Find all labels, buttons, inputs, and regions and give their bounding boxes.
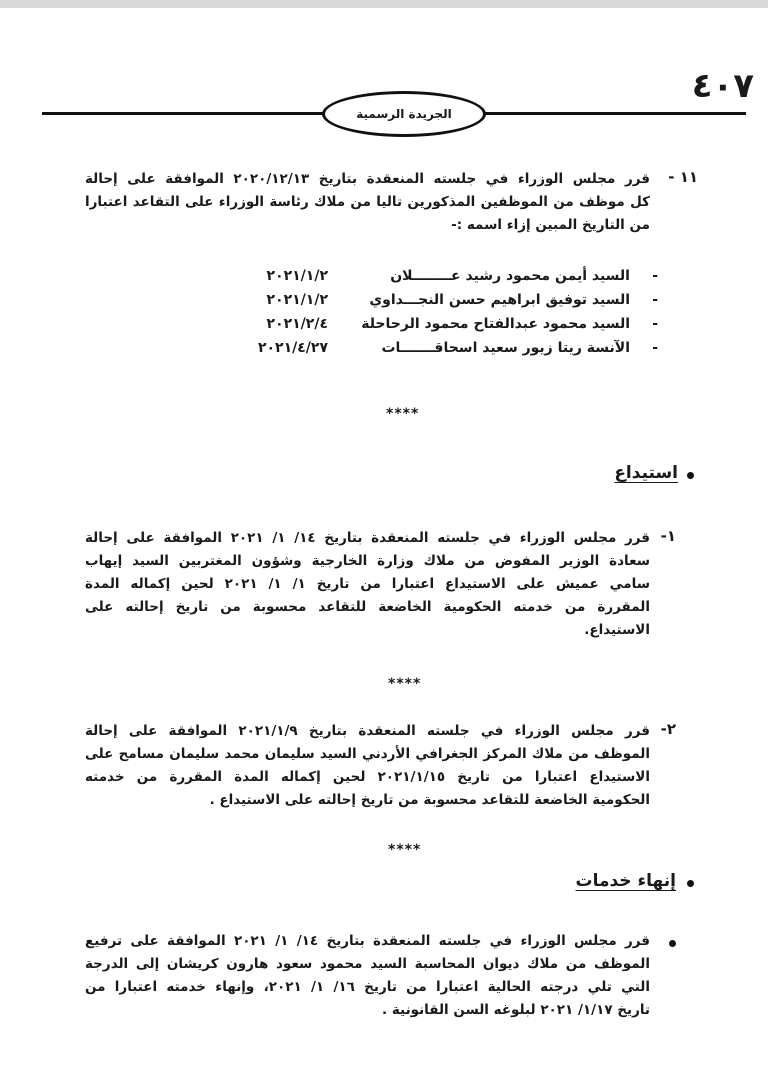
- person-row: [208, 292, 658, 314]
- item-2-line: قرر مجلس الوزراء في جلسته المنعقدة بتاريخ ٢٠٢١/١/٩ الموافقة على إحالة: [85, 723, 650, 739]
- item-1-text: [85, 527, 650, 642]
- person-name: السيد أيمن محمود رشيد عــــــــلان: [390, 268, 630, 284]
- section-heading-inhaa: إنهاء خدمات: [575, 871, 676, 891]
- item-1-line: سعادة الوزير المفوض من ملاك وزارة الخارجية وشؤون المغتربين السيد إيهاب: [85, 553, 650, 569]
- item-1-line: سامي عميش على الاستيداع اعتبارا من تاريخ ١/ ١/ ٢٠٢١ لحين إكماله المدة: [85, 576, 651, 592]
- person-date: ٢٠٢١/٤/٢٧: [257, 340, 328, 356]
- heading-bullet: [687, 880, 694, 887]
- gazette-title-oval: [322, 91, 486, 137]
- person-date: ٢٠٢١/١/٢: [266, 292, 328, 308]
- item-1-line: قرر مجلس الوزراء في جلسته المنعقدة بتاريخ ١٤/ ١/ ٢٠٢١ الموافقة على إحالة: [85, 530, 650, 546]
- item-2-text: [85, 720, 650, 812]
- person-name: الآنسة ريتا زيور سعيد اسحاقـــــــات: [381, 340, 630, 356]
- separator: ****: [386, 406, 420, 422]
- section-heading-istidaa: استيداع: [614, 463, 678, 483]
- list-dash: -: [652, 340, 658, 356]
- person-name: السيد توفيق ابراهيم حسن النجـــداوي: [369, 292, 630, 308]
- separator: ****: [388, 676, 422, 692]
- item-11-line: كل موظف من الموظفين المذكورين تاليا من ملاك رئاسة الوزراء على التقاعد اعتبارا: [85, 194, 650, 210]
- termination-line: قرر مجلس الوزراء في جلسته المنعقدة بتاريخ ١٤/ ١/ ٢٠٢١ الموافقة على ترفيع: [85, 933, 650, 949]
- page-number: ٤٠٧: [691, 66, 754, 106]
- gazette-title: الجريدة الرسمية: [356, 107, 452, 121]
- item-1-line: الاستيداع.: [584, 622, 650, 638]
- person-row: [208, 268, 658, 290]
- heading-bullet: [687, 472, 694, 479]
- list-dash: -: [652, 316, 658, 332]
- item-11-line: قرر مجلس الوزراء في جلسته المنعقدة بتاريخ ٢٠٢٠/١٢/١٣ الموافقة على إحالة: [85, 171, 650, 187]
- item-2-line: الحكومية الخاضعة للتقاعد محسوبة من تاريخ إحالته على الاستيداع .: [209, 792, 650, 808]
- item-2-line: الاستيداع اعتبارا من تاريخ ٢٠٢١/١/١٥ لحين إكماله المدة المقررة من خدمته: [85, 769, 650, 785]
- list-dash: -: [652, 292, 658, 308]
- list-dash: -: [652, 268, 658, 284]
- person-name: السيد محمود عبدالفتاح محمود الرحاحلة: [361, 316, 630, 332]
- person-row: [208, 316, 658, 338]
- item-11-text: [85, 168, 650, 237]
- person-row: [208, 340, 658, 362]
- termination-line: التي تلي درجته الحالية اعتبارا من تاريخ ١٦/ ١/ ٢٠٢١، وإنهاء خدمته اعتبارا من: [85, 979, 650, 995]
- separator: ****: [388, 842, 422, 858]
- item-2-number: ٢-: [660, 720, 676, 738]
- termination-line: الموظف من ملاك ديوان المحاسبة السيد محمود سعود هارون كريشان إلى الدرجة: [85, 956, 650, 972]
- item-1-number: ١-: [660, 527, 676, 545]
- item-11-line: من التاريخ المبين إزاء اسمه :-: [451, 217, 650, 233]
- person-date: ٢٠٢١/٢/٤: [266, 316, 328, 332]
- termination-item-text: [85, 930, 650, 1022]
- person-date: ٢٠٢١/١/٢: [266, 268, 328, 284]
- termination-line: تاريخ ١/١٧/ ٢٠٢١ لبلوغه السن القانونية .: [382, 1002, 650, 1018]
- item-2-line: الموظف من ملاك المركز الجغرافي الأردني السيد سليمان محمد سليمان مسامح على: [85, 746, 650, 762]
- item-11-number: ١١ -: [668, 168, 698, 186]
- item-1-line: المقررة من خدمته الحكومية الخاضعة للتقاعد محسوبة من تاريخ إحالته على: [85, 599, 650, 615]
- item-bullet: [669, 940, 676, 947]
